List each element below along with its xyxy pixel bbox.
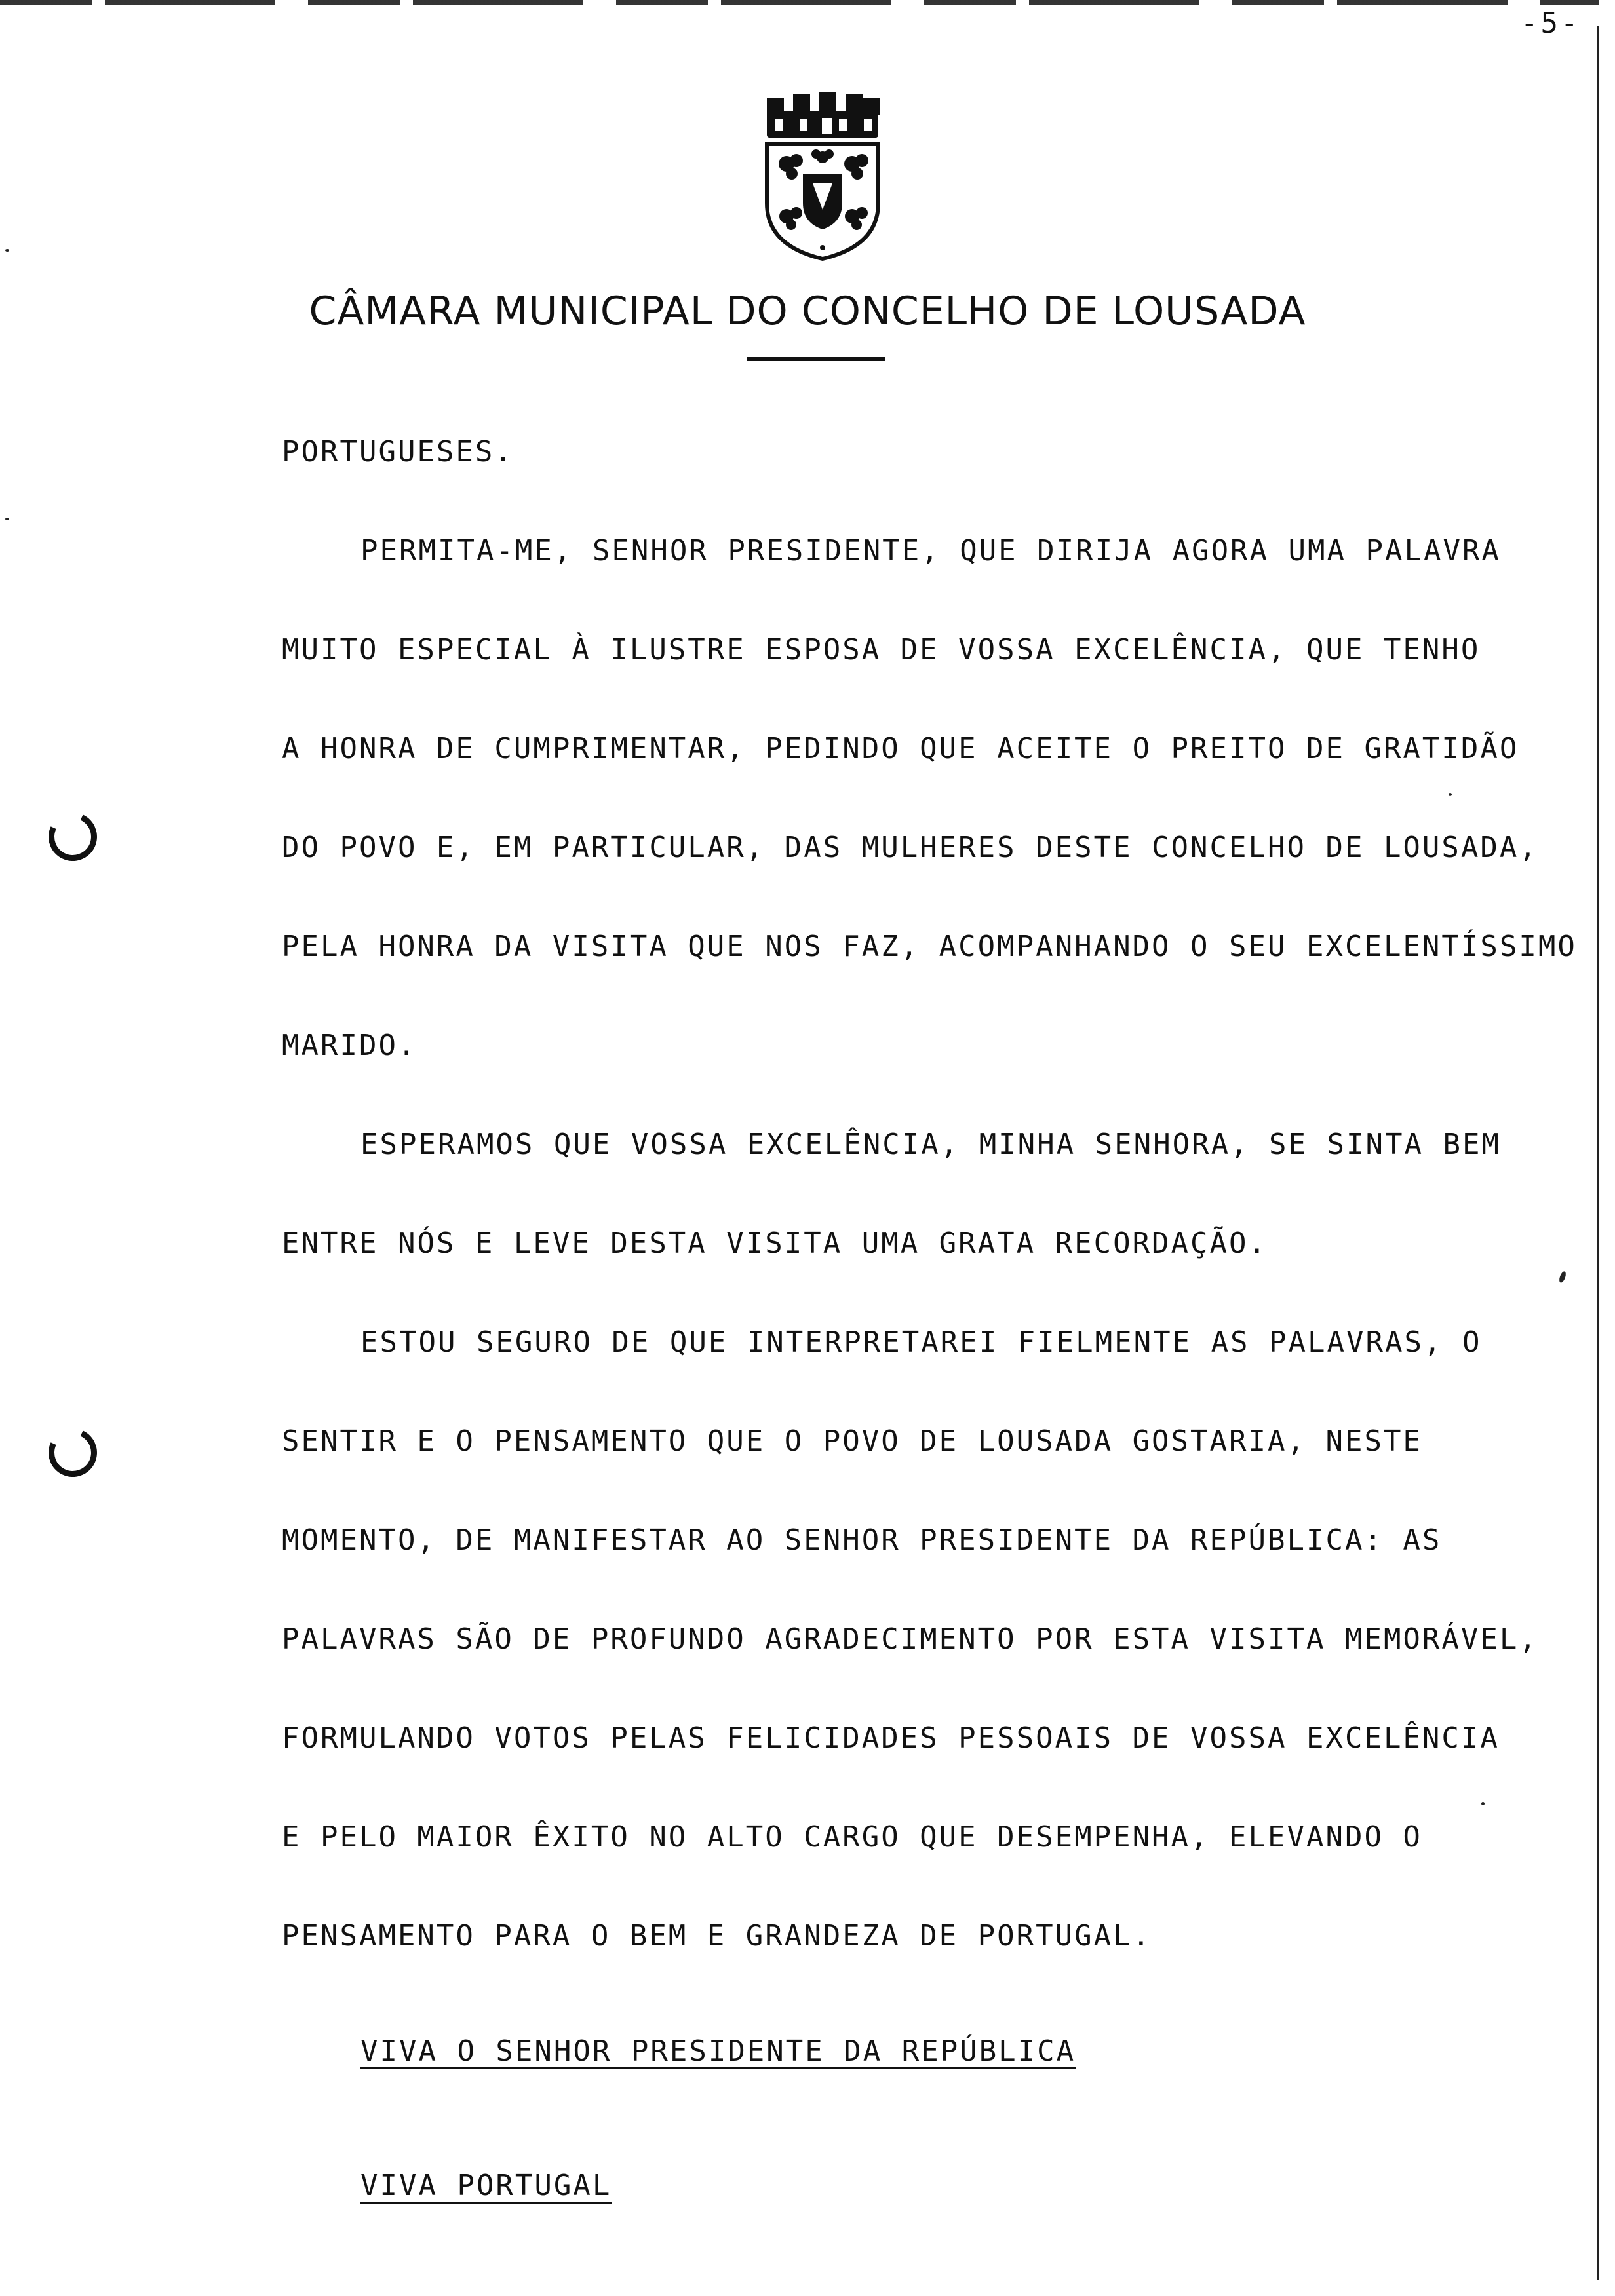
text-line: SENTIR E O PENSAMENTO QUE O POVO DE LOUSADA GOSTARIA, NESTE [282, 1425, 1422, 1458]
scan-speck [1481, 1802, 1485, 1805]
scan-speck [5, 249, 9, 252]
letterhead-underline [747, 357, 885, 361]
text-line: PELA HONRA DA VISITA QUE NOS FAZ, ACOMPANHANDO O SEU EXCELENTÍSSIMO [282, 930, 1577, 963]
text-line: PORTUGUESES. [282, 435, 514, 469]
closing-salute-president: VIVA O SENHOR PRESIDENTE DA REPÚBLICA [360, 2035, 1076, 2068]
text-line: DO POVO E, EM PARTICULAR, DAS MULHERES DESTE CONCELHO DE LOUSADA, [282, 831, 1538, 864]
text-line: MARIDO. [282, 1029, 418, 1062]
text-line: PALAVRAS SÃO DE PROFUNDO AGRADECIMENTO POR ESTA VISITA MEMORÁVEL, [282, 1622, 1538, 1656]
text-line: ENTRE NÓS E LEVE DESTA VISITA UMA GRATA RECORDAÇÃO. [282, 1227, 1268, 1260]
punch-hole-mark-icon [42, 806, 104, 868]
text-line: ESPERAMOS QUE VOSSA EXCELÊNCIA, MINHA SENHORA, SE SINTA BEM [360, 1128, 1501, 1161]
text-line: ESTOU SEGURO DE QUE INTERPRETAREI FIELMENTE AS PALAVRAS, O [360, 1326, 1482, 1359]
punch-hole-mark-icon [42, 1422, 104, 1484]
text-line: MOMENTO, DE MANIFESTAR AO SENHOR PRESIDENTE DA REPÚBLICA: AS [282, 1523, 1442, 1557]
scan-right-edge [1597, 26, 1599, 2280]
scan-speck [5, 518, 9, 520]
text-line: MUITO ESPECIAL À ILUSTRE ESPOSA DE VOSSA EXCELÊNCIA, QUE TENHO [282, 633, 1481, 666]
letter-body [282, 432, 1586, 2016]
page-number: -5- [1521, 7, 1581, 40]
text-line: E PELO MAIOR ÊXITO NO ALTO CARGO QUE DESEMPENHA, ELEVANDO O [282, 1820, 1422, 1854]
letterhead-title: CÂMARA MUNICIPAL DO CONCELHO DE LOUSADA [309, 288, 1306, 334]
coat-of-arms-icon [747, 92, 898, 262]
scan-top-edge [0, 0, 1599, 5]
text-line: FORMULANDO VOTOS PELAS FELICIDADES PESSOAIS DE VOSSA EXCELÊNCIA [282, 1721, 1500, 1755]
scan-speck [1449, 793, 1452, 796]
text-line: A HONRA DE CUMPRIMENTAR, PEDINDO QUE ACEITE O PREITO DE GRATIDÃO [282, 732, 1519, 765]
text-line: PENSAMENTO PARA O BEM E GRANDEZA DE PORTUGAL. [282, 1919, 1152, 1953]
closing-salute-portugal: VIVA PORTUGAL [360, 2169, 612, 2202]
text-line: PERMITA-ME, SENHOR PRESIDENTE, QUE DIRIJA AGORA UMA PALAVRA [360, 534, 1501, 567]
